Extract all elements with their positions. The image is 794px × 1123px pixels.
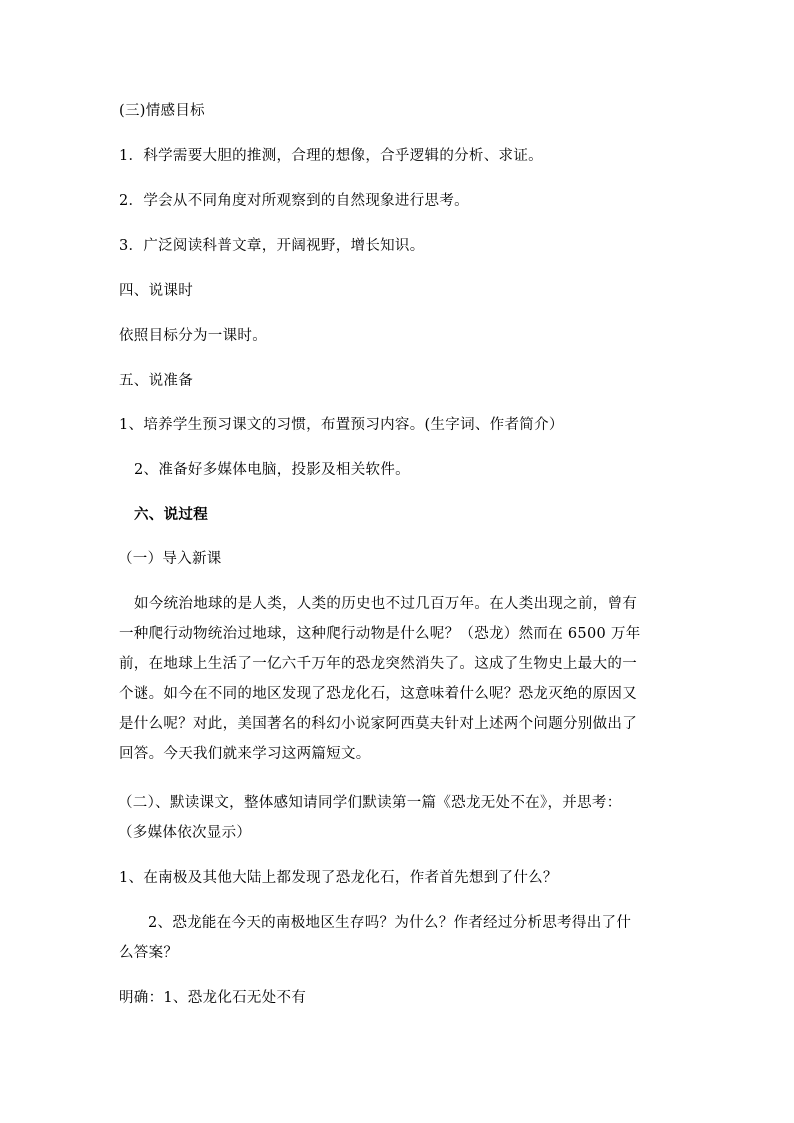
section-heading-emotional-goals: (三)情感目标 (119, 103, 205, 119)
intro-paragraph-line-3: 前，在地球上生活了一亿六千万年的恐龙突然消失了。这成了生物史上最大的一 (119, 656, 637, 672)
question-1: 1、在南极及其他大陆上都发现了恐龙化石，作者首先想到了什么？ (119, 870, 558, 886)
question-2-line-1: 2、恐龙能在今天的南极地区生存吗？为什么？作者经过分析思考得出了什 (148, 915, 632, 931)
preparation-item-2: 2、准备好多媒体电脑，投影及相关软件。 (134, 462, 410, 478)
intro-paragraph-line-2: 一种爬行动物统治过地球，这种爬行动物是什么呢？（恐龙）然而在 6500 万年 (119, 626, 641, 642)
subsection-heading-intro: （一）导入新课 (118, 551, 222, 567)
intro-paragraph-line-6: 回答。今天我们就来学习这两篇短文。 (119, 746, 371, 762)
intro-paragraph-line-1: 如今统治地球的是人类，人类的历史也不过几百万年。在人类出现之前，曾有 (134, 596, 638, 612)
preparation-item-1: 1、培养学生预习课文的习惯，布置预习内容。(生字词、作者简介） (119, 417, 564, 433)
answer-line-1: 明确：1、恐龙化石无处不有 (119, 990, 307, 1006)
reading-task-line-1: （二）、默读课文，整体感知请同学们默读第一篇《恐龙无处不在》，并思考： (118, 795, 622, 811)
reading-task-line-2: （多媒体依次显示） (118, 825, 252, 841)
intro-paragraph-line-4: 个谜。如今在不同的地区发现了恐龙化石，这意味着什么呢？恐龙灭绝的原因又 (119, 686, 637, 702)
class-hours-text: 依照目标分为一课时。 (119, 328, 267, 344)
goal-item-2: 2．学会从不同角度对所观察到的自然现象进行思考。 (119, 193, 469, 209)
section-heading-class-hours: 四、说课时 (119, 283, 193, 299)
goal-item-1: 1．科学需要大胆的推测，合理的想像，合乎逻辑的分析、求证。 (119, 148, 543, 164)
section-heading-preparation: 五、说准备 (119, 373, 193, 389)
section-heading-process: 六、说过程 (134, 507, 208, 523)
goal-item-3: 3．广泛阅读科普文章，开阔视野，增长知识。 (119, 238, 425, 254)
question-2-line-2: 么答案？ (119, 945, 179, 961)
intro-paragraph-line-5: 是什么呢？对此，美国著名的科幻小说家阿西莫夫针对上述两个问题分别做出了 (119, 716, 637, 732)
